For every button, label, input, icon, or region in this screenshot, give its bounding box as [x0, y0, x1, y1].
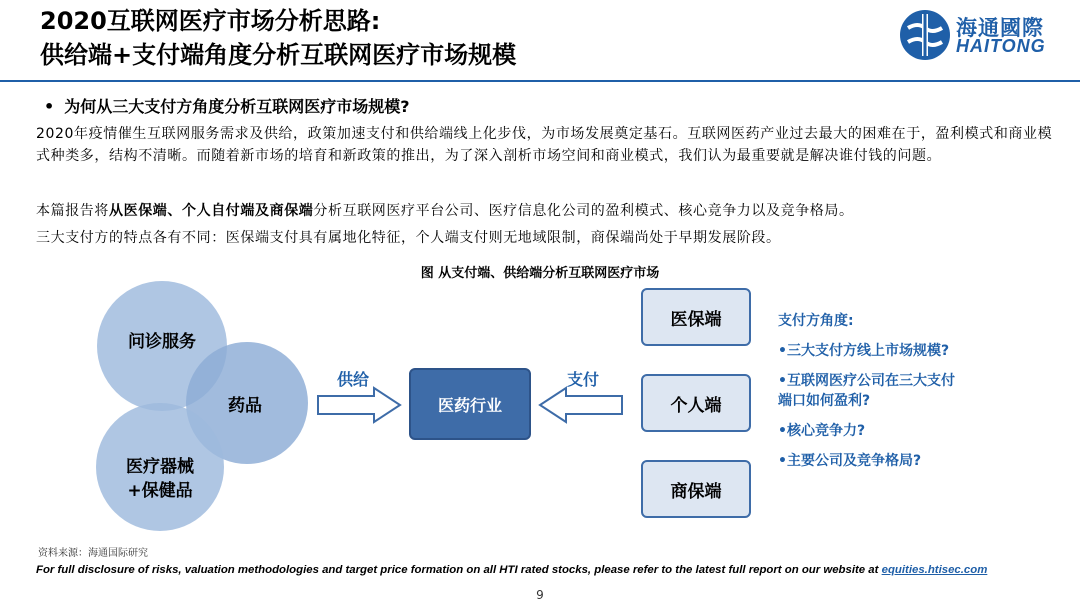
- payer-box-commercial-insurance: 商保端: [641, 460, 751, 518]
- side-heading: 支付方角度:: [778, 313, 854, 329]
- paragraph-2-prefix: 本篇报告将: [36, 203, 109, 219]
- question-text: 为何从三大支付方角度分析互联网医疗市场规模?: [64, 97, 410, 116]
- circle-label-devices-1: 医疗器械: [126, 457, 194, 477]
- circle-label-devices-2: +保健品: [127, 481, 193, 501]
- paragraph-1: 2020年疫情催生互联网服务需求及供给，政策加速支付和供给端线上化步伐，为市场发展奠定基石。互联网医药产业过去最大的困难在于，盈利模式和商业模式种类多，结构不清晰。而随着新市场的培育和新政策的推出，为了深入剖析市场空间和商业模式，我们认为最重要就是解决谁付钱的问题。: [36, 126, 1053, 164]
- disclaimer: [36, 564, 987, 576]
- logo-english-text: HAITONG: [956, 36, 1046, 56]
- circle-label-drugs: 药品: [228, 396, 262, 416]
- paragraph-2-suffix: 分析互联网医疗平台公司、医疗信息化公司的盈利模式、核心竞争力以及竞争格局。: [313, 203, 854, 219]
- figure-title: 图 从支付端、供给端分析互联网医疗市场: [420, 266, 660, 281]
- haitong-logo-icon: [898, 8, 952, 62]
- payer-box-individual: 个人端: [641, 374, 751, 432]
- side-item-2: •互联网医疗公司在三大支付: [778, 373, 955, 389]
- question-bullet: [44, 96, 410, 118]
- payment-arrow-icon: [538, 386, 624, 424]
- center-box-industry: 医药行业: [409, 368, 531, 440]
- payer-box-medical-insurance: 医保端: [641, 288, 751, 346]
- side-item-3: •核心竞争力?: [778, 423, 866, 439]
- circle-label-consultation: 问诊服务: [128, 332, 196, 352]
- payment-label: 支付: [567, 370, 600, 389]
- payer-perspective-list: [778, 310, 1028, 481]
- side-item-1: •三大支付方线上市场规模?: [778, 343, 950, 359]
- supply-label: 供给: [337, 370, 370, 389]
- slide-title: [40, 4, 516, 72]
- paragraph-3: 三大支付方的特点各有不同：医保端支付具有属地化特征，个人端支付则无地域限制，商保端尚处于早期发展阶段。: [36, 230, 781, 246]
- logo-chinese-text: 海通國際: [956, 16, 1044, 40]
- website-link[interactable]: equities.htisec.com: [881, 564, 988, 576]
- title-line-2: 供给端+支付端角度分析互联网医疗市场规模: [40, 41, 517, 69]
- bullet-dot: •: [44, 97, 55, 116]
- header-divider: [0, 80, 1080, 82]
- paragraph-2-bold: 从医保端、个人自付端及商保端: [109, 203, 314, 219]
- side-item-2b: 端口如何盈利?: [778, 393, 871, 409]
- page-number: 9: [536, 588, 544, 602]
- supply-arrow-icon: [316, 386, 402, 424]
- haitong-logo: [898, 8, 1068, 62]
- source-note: 资料来源：海通国际研究: [38, 548, 148, 559]
- title-line-1: 2020互联网医疗市场分析思路:: [40, 7, 381, 35]
- disclaimer-text: For full disclosure of risks, valuation methodologies and target price formation on all HTI rated stocks, please refer to the latest full report on our website at: [36, 564, 879, 576]
- paragraph-2: [36, 200, 1056, 222]
- side-item-4: •主要公司及竞争格局?: [778, 453, 922, 469]
